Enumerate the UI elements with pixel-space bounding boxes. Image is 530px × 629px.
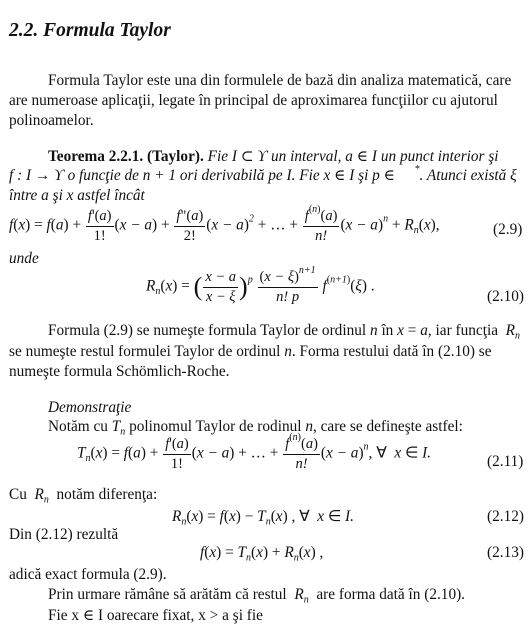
din-line: Din (2.12) rezultă (9, 526, 119, 543)
equation-number-2-12: (2.12) (487, 508, 524, 525)
equation-number-2-13: (2.13) (487, 544, 524, 561)
equation-number-2-9: (2.9) (493, 221, 523, 238)
cu-line: Cu $R_n$ notăm diferenţa: (9, 486, 158, 506)
equation-2-12: $R_n(x) = f(x) - T_n(x)$ , ∀ x ∈ I. (172, 508, 354, 528)
intro-line-2: are numeroase aplicaţii, legate în principal de aproximarea funcţiilor cu ajutorul (9, 92, 498, 109)
theorem-line-2 (9, 164, 517, 184)
theorem-line-1-text: Fie I ⊂ ϒ un interval, a ∈ I un punct interior şi (207, 148, 499, 165)
intro-line-3: polinoamelor. (9, 112, 94, 129)
equation-number-2-10: (2.10) (487, 288, 524, 305)
equation-number-2-11: (2.11) (487, 453, 524, 470)
proof-title: Demonstraţie (48, 399, 132, 416)
theorem-line-1 (48, 149, 499, 164)
proof-line-1: Notăm cu $T_n$ polinomul Taylor de rodinul n, care se defineşte astfel: (48, 418, 463, 438)
after-2-10-line-1: Formula (2.9) se numeşte formula Taylor de ordinul n în x = a, iar funcţia $R_n$ (48, 322, 520, 342)
section-heading: 2.2. Formula Taylor (9, 20, 171, 41)
theorem-label: Teorema 2.2.1. (Taylor). (48, 148, 204, 165)
theorem-line-2-text: f : I → ϒ o funcţie de n + 1 ori derivabilă pe I. Fie x ∈ I şi p ∈ ⃞ (9, 167, 415, 184)
equation-2-13: $f(x) = T_n(x) + R_n(x)$ , (200, 544, 324, 564)
theorem-line-2-star: * (414, 164, 420, 175)
remain-line: Prin urmare rămâne să arătăm că restul $R_n$ are forma dată în (2.10). (48, 586, 466, 606)
theorem-line-3: între a şi x astfel încât (9, 187, 145, 204)
equation-2-10: $R_n(x)$ = ( $\frac{x - a}{x - \xi}$ )$^p$ $\frac{(x - \xi)^{n+1}}{n! p}$ $f^{(n+1)}(\xi)$ . (146, 265, 375, 305)
exact-line: adică exact formula (2.9). (9, 566, 167, 583)
after-2-10-line-2: se numeşte restul formulei Taylor de ordinul n. Forma restului dată în (2.10) se (9, 343, 492, 360)
equation-2-11: $T_n(x) = f(a)$ + $\frac{f'(a)}{1!}$ (x − a) + … + $\frac{f^{(n)}(a)}{n!}$ $(x - a)^n$, ∀ x ∈ I. (77, 432, 432, 472)
after-2-10-line-3: numeşte formula Schömlich-Roche. (9, 363, 230, 380)
equation-2-9: f(x) = f(a) + $\frac{f'(a)}{1!}$ (x − a) + $\frac{f"(a)}{2!}$ $(x - a)^2$ + … + $\frac{f^{(n)}(a)}{n!}$ $(x - a)^n + R_n(x)$, (9, 204, 440, 244)
intro-line-1: Formula Taylor este una din formulele de bază din analiza matematică, care (48, 72, 512, 89)
theorem-line-2-end: . Atunci există ξ (419, 167, 517, 184)
unde-text: unde (9, 250, 39, 267)
last-line: Fie x ∈ I oarecare fixat, x > a şi fie (48, 607, 263, 624)
